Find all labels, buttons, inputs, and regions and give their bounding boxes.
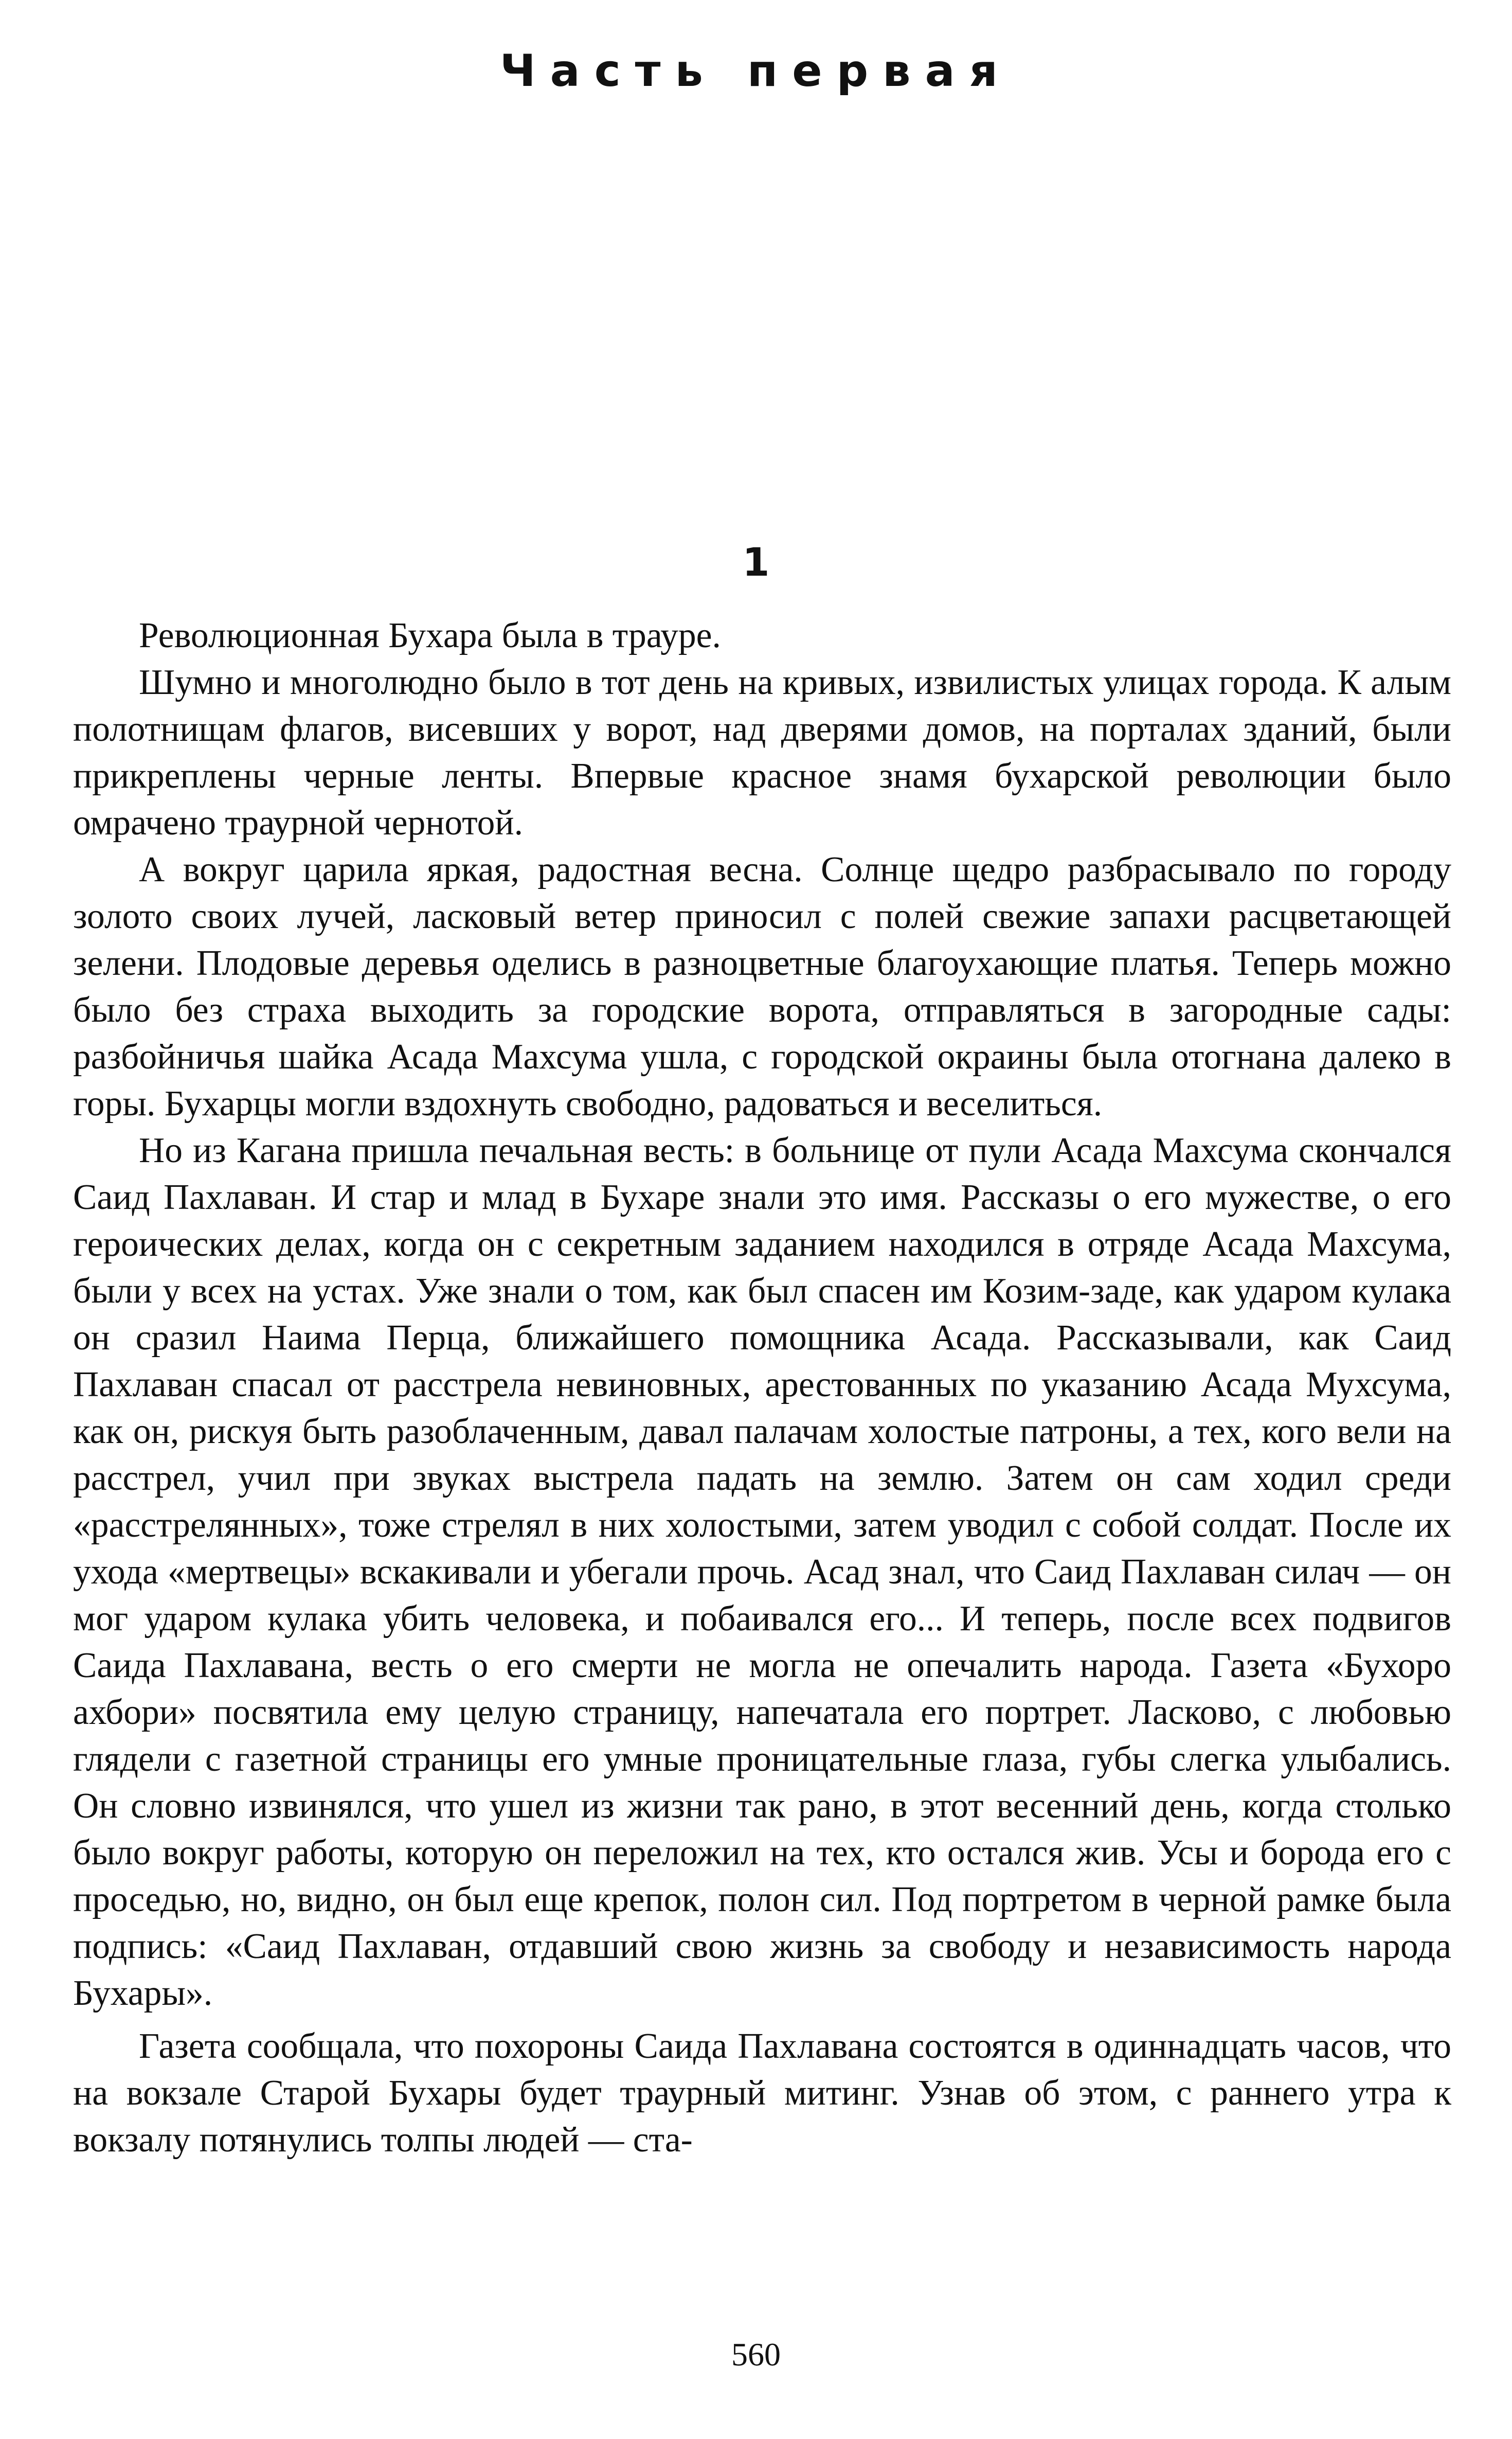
paragraph: Газета сообщала, что похороны Саида Пахлавана состоятся в одиннадцать часов, что на вокзале Старой Бухары будет траурный митинг. Узнав об этом, с раннего утра к вокзалу потянулись толпы людей — ста- bbox=[73, 2026, 1451, 2160]
body-text bbox=[73, 612, 1451, 2163]
paragraph: Но из Кагана пришла печальная весть: в больнице от пули Асада Махсума скончался Саид Пахлаван. И стар и млад в Бухаре знали это имя. Рассказы о его мужестве, о его героических делах, когда он с секретным заданием находился в отряде Асада Махсума, были у всех на устах. Уже знали о том, как был спасен им Козим-заде, как ударом кулака он сразил Наима Перца, ближайшего помощника Асада. Рассказывали, как Саид Пахлаван спасал от расстрела невиновных, арестованных по указанию Асада Мухсума, как он, рискуя быть разоблаченным, давал палачам холостые патроны, а тех, кого вели на расстрел, учил при звуках выстрела падать на землю. Затем он сам ходил среди «расстрелянных», тоже стрелял в них холостыми, затем уводил с собой солдат. После их ухода «мертвецы» вскакивали и убегали прочь. Асад знал, что Саид Пахлаван силач — он мог ударом кулака убить человека, и побаивался его... И теперь, после всех подвигов Саида Пахлавана, весть о его смерти не могла не опечалить народа. Газета «Бухоро ахбори» посвятила ему целую страницу, напечатала его портрет. Ласково, с любовью глядели с газетной страницы его умные проницательные глаза, губы слегка улыбались. Он словно извинялся, что ушел из жизни так рано, в этот весенний день, когда столько было вокруг работы, которую он переложил на тех, кто остался жив. Усы и борода его с проседью, но, видно, он был еще крепок, полон сил. Под портретом в черной рамке была подпись: «Саид Пахлаван, отдавший свою жизнь за свободу и независимость народа Бухары». bbox=[73, 1131, 1451, 2013]
page-number: 560 bbox=[731, 2336, 781, 2373]
paragraph: Шумно и многолюдно было в тот день на кривых, извилистых улицах города. К алым полотнищам флагов, висевших у ворот, над дверями домов, на порталах зданий, были прикреплены черные ленты. Впервые красное знамя бухарской революции было омрачено траурной чернотой. bbox=[73, 663, 1451, 843]
part-title: Часть первая bbox=[500, 45, 1012, 97]
chapter-number: 1 bbox=[742, 539, 770, 585]
paragraph: Революционная Бухара была в трауре. bbox=[139, 616, 721, 655]
paragraph: А вокруг царила яркая, радостная весна. Солнце щедро разбрасывало по городу золото своих лучей, ласковый ветер приносил с полей свежие запахи расцветающей зелени. Плодовые деревья оделись в разноцветные благоухающие платья. Теперь можно было без страха выходить за городские ворота, отправляться в загородные сады: разбойничья шайка Асада Махсума ушла, с городской окраины была отогнана далеко в горы. Бухарцы могли вздохнуть свободно, радоваться и веселиться. bbox=[73, 850, 1451, 1124]
